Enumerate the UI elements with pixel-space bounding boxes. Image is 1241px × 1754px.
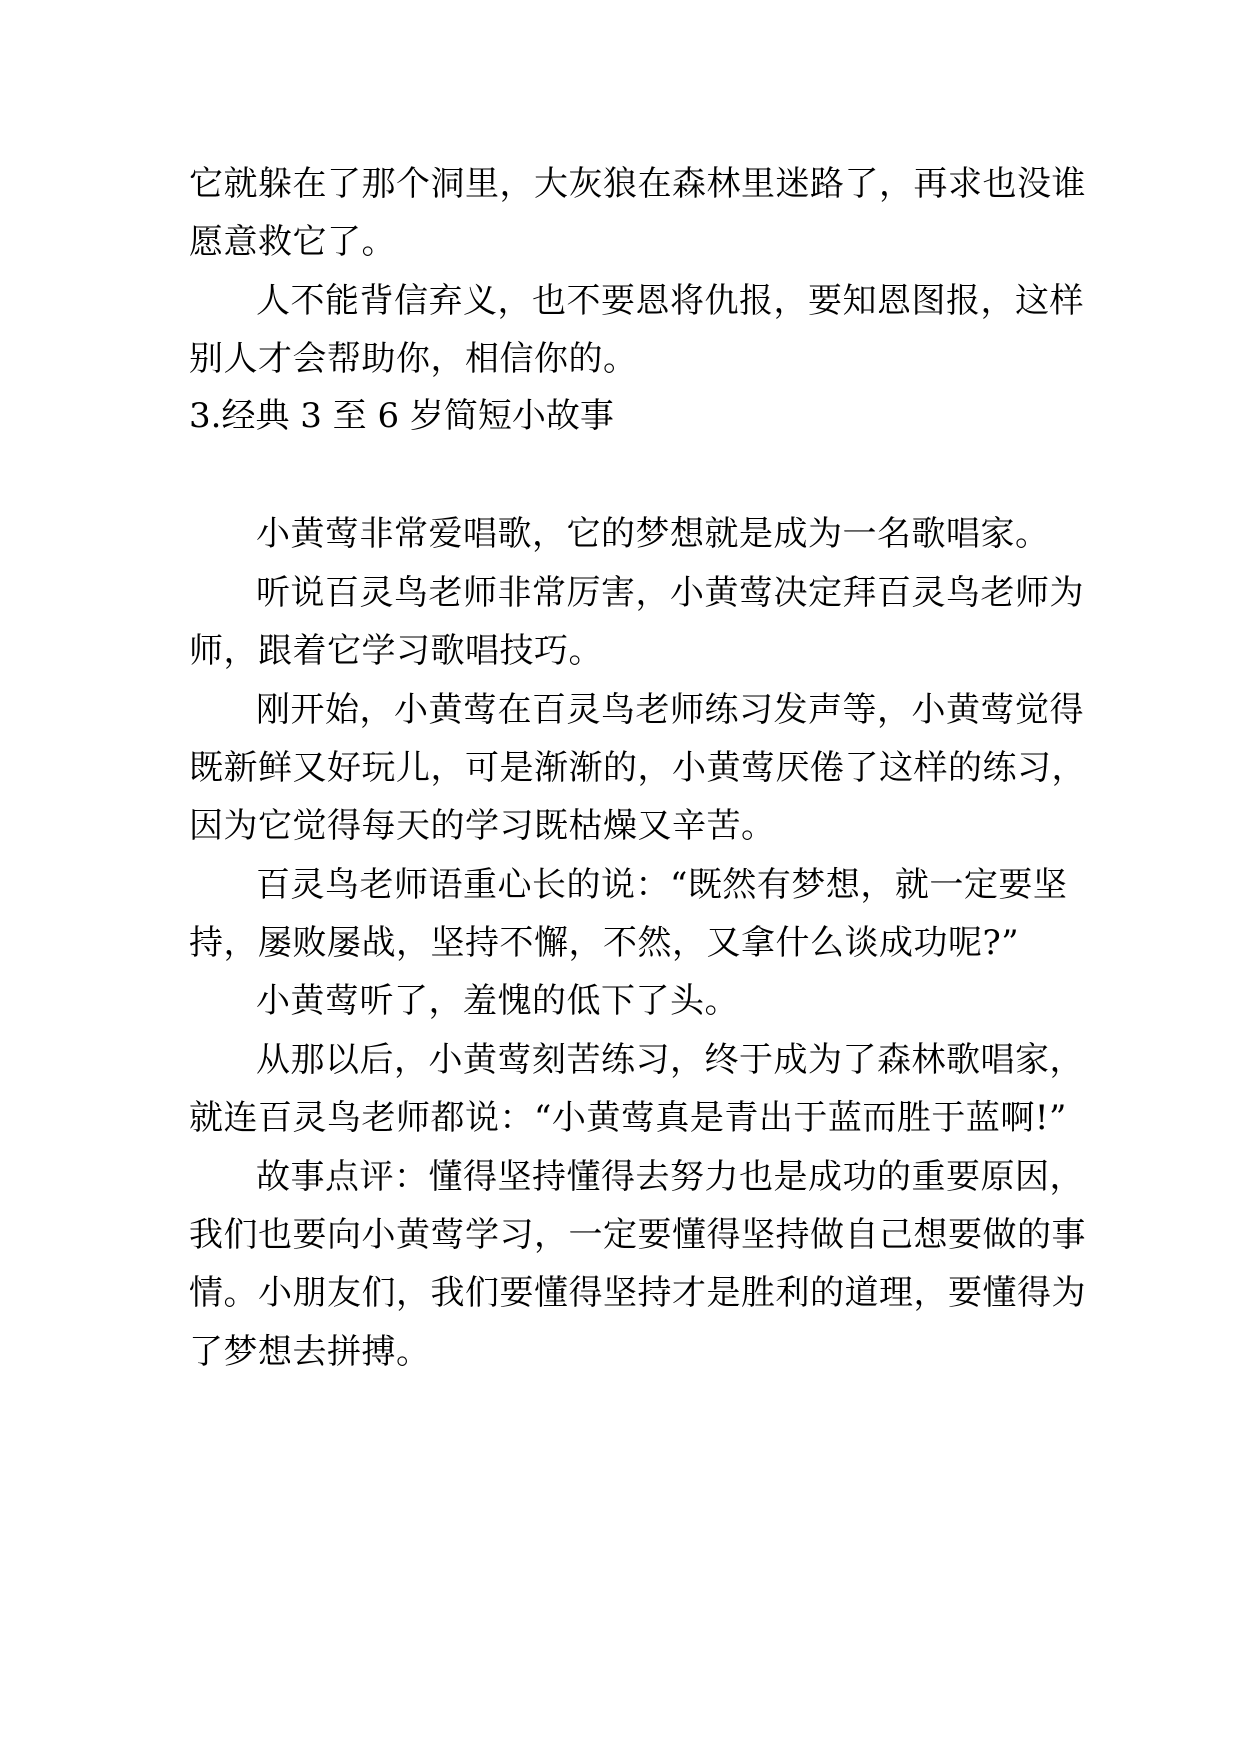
text-line: 了梦想去拼搏。 bbox=[189, 1332, 431, 1372]
text-line: 我们也要向小黄莺学习，一定要懂得坚持做自己想要做的事 bbox=[189, 1215, 1086, 1255]
text-line: 小黄莺听了，羞愧的低下了头。 bbox=[256, 981, 739, 1021]
text-line: 持，屡败屡战，坚持不懈，不然，又拿什么谈成功呢?” bbox=[189, 923, 1020, 963]
section-heading: 3.经典 3 至 6 岁简短小故事 bbox=[189, 396, 614, 436]
text-line: 别人才会帮助你，相信你的。 bbox=[189, 339, 638, 379]
text-line: 师，跟着它学习歌唱技巧。 bbox=[189, 631, 603, 671]
text-line: 刚开始，小黄莺在百灵鸟老师练习发声等，小黄莺觉得 bbox=[256, 690, 1084, 730]
text-line: 愿意救它了。 bbox=[189, 222, 396, 262]
text-line: 因为它觉得每天的学习既枯燥又辛苦。 bbox=[189, 806, 776, 846]
text-line: 既新鲜又好玩儿，可是渐渐的，小黄莺厌倦了这样的练习， bbox=[189, 748, 1086, 788]
text-line: 从那以后，小黄莺刻苦练习，终于成为了森林歌唱家， bbox=[256, 1040, 1084, 1080]
text-line: 故事点评：懂得坚持懂得去努力也是成功的重要原因， bbox=[256, 1157, 1084, 1197]
text-line: 小黄莺非常爱唱歌，它的梦想就是成为一名歌唱家。 bbox=[256, 514, 1050, 554]
text-line: 它就躲在了那个洞里，大灰狼在森林里迷路了，再求也没谁 bbox=[189, 164, 1086, 204]
text-line: 就连百灵鸟老师都说：“小黄莺真是青出于蓝而胜于蓝啊!” bbox=[189, 1098, 1067, 1138]
text-line: 情。小朋友们，我们要懂得坚持才是胜利的道理，要懂得为 bbox=[189, 1273, 1086, 1313]
text-line: 人不能背信弃义，也不要恩将仇报，要知恩图报，这样 bbox=[256, 281, 1084, 321]
text-line: 听说百灵鸟老师非常厉害，小黄莺决定拜百灵鸟老师为 bbox=[256, 573, 1084, 613]
text-line: 百灵鸟老师语重心长的说：“既然有梦想，就一定要坚 bbox=[256, 865, 1068, 905]
